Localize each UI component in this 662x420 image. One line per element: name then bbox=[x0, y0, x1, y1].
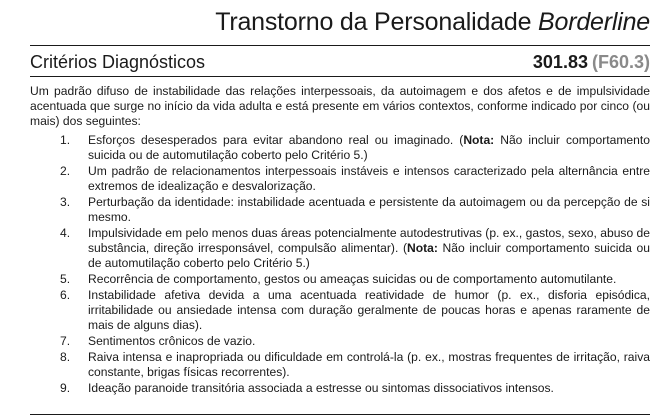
icd-code: (F60.3) bbox=[591, 52, 650, 72]
criterion-item bbox=[60, 226, 650, 271]
criterion-text: Impulsividade em pelo menos duas áreas potencialmente autodestrutivas (p. ex., gastos, sexo, abuso de substância, direção irresponsável, compulsão alimentar). ( bbox=[88, 226, 651, 255]
criterion-number: 8. bbox=[60, 350, 71, 364]
title-italic: Borderline bbox=[538, 8, 650, 36]
criterion-text: Recorrência de comportamento, gestos ou ameaças suicidas ou de comportamento automutilante. bbox=[88, 272, 617, 286]
title-text: Transtorno da Personalidade bbox=[215, 8, 539, 36]
page-title bbox=[215, 8, 650, 37]
top-rule bbox=[30, 45, 650, 46]
criterion-number: 1. bbox=[60, 133, 71, 147]
criterion-number: 4. bbox=[60, 226, 71, 240]
criterion-number: 6. bbox=[60, 288, 71, 302]
criterion-text: Raiva intensa e inapropriada ou dificuldade em controlá-la (p. ex., mostras frequentes de irritação, raiva constante, brigas físicas recorrentes). bbox=[88, 350, 650, 379]
bottom-rule bbox=[30, 414, 650, 415]
section-rule bbox=[30, 76, 650, 77]
section-label: Critérios Diagnósticos bbox=[30, 52, 206, 72]
criterion-text: Instabilidade afetiva devida a uma acentuada reatividade de humor (p. ex., disforia episódica, irritabilidade ou ansiedade intensa com duração geralmente de poucas horas e apenas raramente de mais de alguns dias). bbox=[88, 288, 650, 332]
note-label: Nota: bbox=[463, 133, 495, 147]
note-label: Nota: bbox=[406, 241, 438, 255]
criterion-number: 2. bbox=[60, 164, 71, 178]
criterion-text: Perturbação da identidade: instabilidade acentuada e persistente da autoimagem ou da percepção de si mesmo. bbox=[88, 195, 650, 224]
criterion-item bbox=[60, 381, 650, 396]
criterion-text: Ideação paranoide transitória associada a estresse ou sintomas dissociativos intensos. bbox=[88, 381, 554, 395]
note-text: Não incluir comportamento suicida ou de automutilação coberto pelo Critério 5.) bbox=[88, 133, 650, 162]
criterion-number: 3. bbox=[60, 195, 71, 209]
criterion-item bbox=[60, 272, 650, 287]
criterion-text: Esforços desesperados para evitar abandono real ou imaginado. ( bbox=[88, 133, 464, 147]
diagnostic-code bbox=[533, 52, 650, 73]
section-header bbox=[30, 50, 650, 76]
criterion-item bbox=[60, 133, 650, 163]
note-text: Não incluir comportamento suicida ou de automutilação coberto pelo Critério 5.) bbox=[88, 241, 650, 270]
criterion-item bbox=[60, 334, 650, 349]
criterion-item bbox=[60, 350, 650, 380]
criterion-number: 7. bbox=[60, 334, 71, 348]
dsm-code: 301.83 bbox=[532, 52, 588, 72]
intro-paragraph: Um padrão difuso de instabilidade das relações interpessoais, da autoimagem e dos afetos e de impulsividade acentuada que surge no início da vida adulta e está presente em vários contextos, conforme indicado por cinco (ou mais) dos seguintes: bbox=[30, 84, 650, 128]
criterion-number: 9. bbox=[60, 381, 71, 395]
criterion-item bbox=[60, 195, 650, 225]
criterion-text: Um padrão de relacionamentos interpessoais instáveis e intensos caracterizado pela alternância entre extremos de idealização e desvalorização. bbox=[88, 164, 650, 193]
criterion-item bbox=[60, 164, 650, 194]
criterion-text: Sentimentos crônicos de vazio. bbox=[88, 334, 256, 348]
criterion-number: 5. bbox=[60, 272, 71, 286]
criterion-item bbox=[60, 288, 650, 333]
criteria-list bbox=[60, 133, 650, 397]
